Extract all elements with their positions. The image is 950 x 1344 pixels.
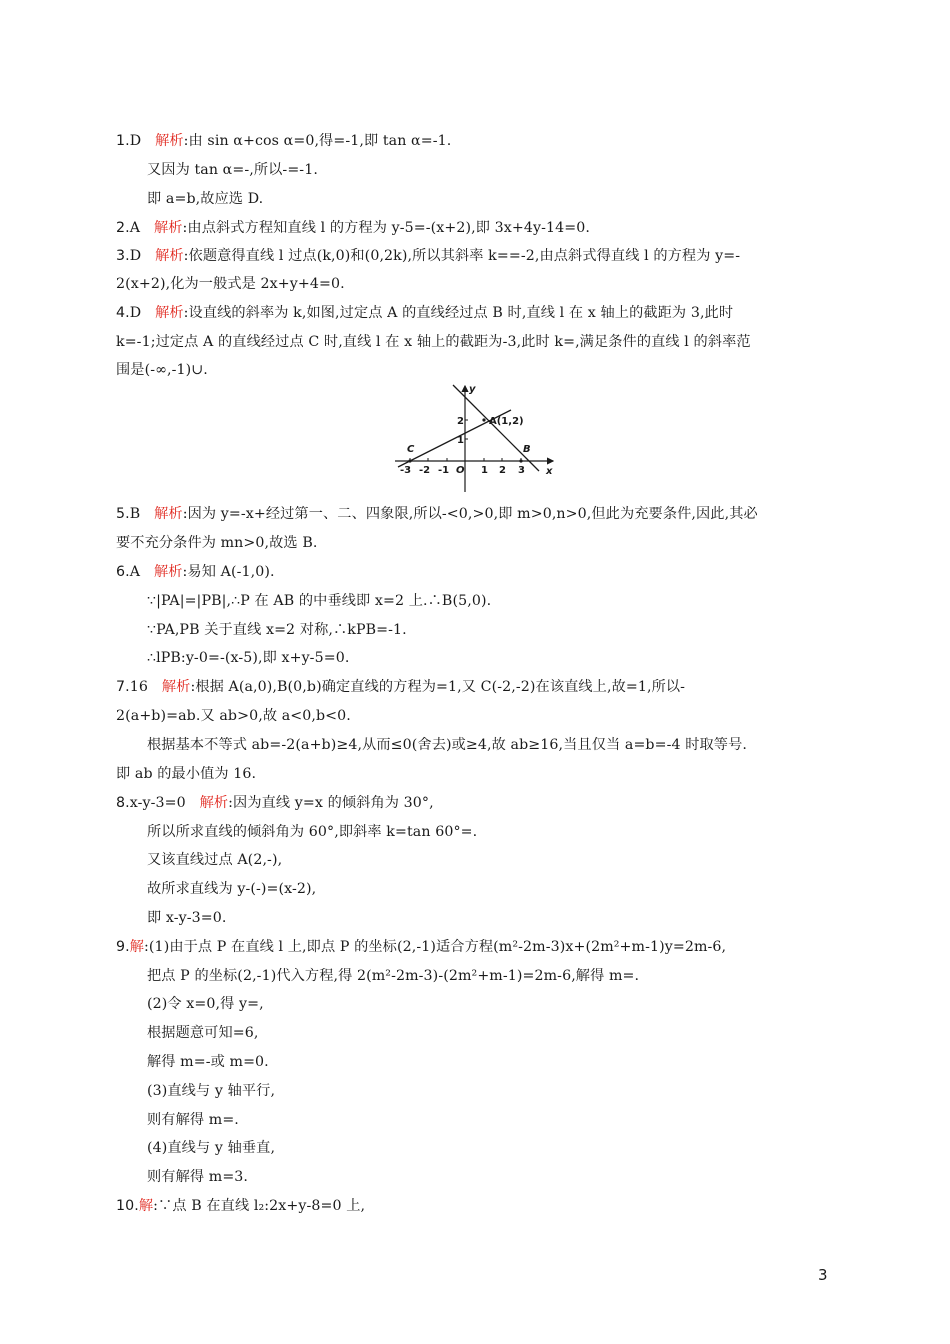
y-tick-label: 1	[457, 435, 464, 446]
line-text: :根据 A(a,0),B(0,b)确定直线的方程为=1,又 C(-2,-2)在该直线上,故=1,所以-	[190, 679, 686, 695]
point-A	[482, 418, 485, 421]
origin-label: O	[456, 465, 465, 476]
text-line: 则有解得 m=.	[147, 1112, 239, 1128]
answer-line-6	[116, 562, 275, 582]
text-line: 则有解得 m=3.	[147, 1169, 249, 1185]
question-number: 4.	[116, 305, 130, 321]
y-tick-label: 2	[457, 416, 464, 427]
analysis-label: 解析	[155, 248, 184, 264]
line-graph	[393, 382, 561, 494]
analysis-label: 解析	[155, 305, 184, 321]
question-number: 6.	[116, 564, 130, 580]
answer-choice: A	[129, 564, 141, 580]
text-line: 根据基本不等式 ab=-2(a+b)≥4,从而≤0(舍去)或≥4,故 ab≥16,当且仅当 a=b=-4 时取等号.	[147, 737, 747, 753]
analysis-label: 解析	[161, 679, 191, 695]
point-C	[408, 459, 411, 462]
point-C-label: C	[407, 444, 415, 455]
text-line: 解得 m=-或 m=0.	[147, 1054, 269, 1070]
answer-line-7	[116, 677, 685, 697]
text-line: (2)令 x=0,得 y=,	[147, 996, 264, 1012]
text-line: 2(a+b)=ab.又 ab>0,故 a<0,b<0.	[116, 708, 351, 724]
line-text: :因为 y=-x+经过第一、二、四象限,所以-<0,>0,即 m>0,n>0,但此为充要条件,因此,其必	[182, 506, 758, 522]
text-line: 即 a=b,故应选 D.	[147, 191, 264, 207]
text-line: (4)直线与 y 轴垂直,	[147, 1140, 276, 1156]
page-number: 3	[818, 1266, 828, 1284]
line-text: :由 sin α+cos α=0,得=-1,即 tan α=-1.	[183, 133, 452, 149]
question-number: 5.	[116, 506, 130, 522]
text-line: 要不充分条件为 mn>0,故选 B.	[116, 535, 318, 551]
text-line: ∵PA,PB 关于直线 x=2 对称,∴kPB=-1.	[147, 622, 407, 638]
x-tick-label: -2	[419, 465, 431, 476]
line-text: :因为直线 y=x 的倾斜角为 30°,	[228, 795, 434, 811]
question-number: 3.	[116, 248, 130, 264]
answer-line-10	[116, 1196, 365, 1216]
y-axis-label: y	[469, 384, 476, 395]
text-line: 根据题意可知=6,	[147, 1025, 259, 1041]
point-B	[519, 459, 522, 462]
answer-line-8	[116, 793, 434, 813]
line-text: :(1)由于点 P 在直线 l 上,即点 P 的坐标(2,-1)适合方程(m²-2m-3)x+(2m²+m-1)y=2m-6,	[144, 939, 727, 955]
answer-choice: D	[129, 305, 142, 321]
point-A-label: A(1,2)	[489, 416, 524, 427]
solution-label: 解	[138, 1198, 154, 1214]
solution-label: 解	[129, 939, 145, 955]
x-tick-label: 2	[499, 465, 506, 476]
text-line: ∵|PA|=|PB|,∴P 在 AB 的中垂线即 x=2 上.∴B(5,0).	[147, 593, 492, 609]
text-line: 又因为 tan α=-,所以-=-1.	[147, 162, 318, 178]
text-line: 又该直线过点 A(2,-),	[147, 852, 283, 868]
analysis-label: 解析	[153, 220, 183, 236]
text-line: 所以所求直线的倾斜角为 60°,即斜率 k=tan 60°=.	[147, 824, 478, 840]
line-text: :设直线的斜率为 k,如图,过定点 A 的直线经过点 B 时,直线 l 在 x 轴上的截距为 3,此时	[183, 305, 734, 321]
answer-line-1	[116, 131, 451, 151]
question-number: 9.	[116, 939, 130, 955]
text-line: 围是(-∞,-1)∪.	[116, 362, 208, 378]
text-line: 把点 P 的坐标(2,-1)代入方程,得 2(m²-2m-3)-(2m²+m-1)=2m-6,解得 m=.	[147, 968, 640, 984]
answer-choice: A	[129, 220, 141, 236]
point-B-label: B	[523, 444, 531, 455]
text-line: k=-1;过定点 A 的直线经过点 C 时,直线 l 在 x 轴上的截距为-3,此时 k=,满足条件的直线 l 的斜率范	[116, 334, 751, 350]
x-tick-label: 1	[481, 465, 488, 476]
analysis-label: 解析	[199, 795, 229, 811]
coordinate-figure	[393, 382, 561, 494]
text-line: 2(x+2),化为一般式是 2x+y+4=0.	[116, 276, 345, 292]
line-text: :依题意得直线 l 过点(k,0)和(0,2k),所以其斜率 k==-2,由点斜式得直线 l 的方程为 y=-	[183, 248, 741, 264]
question-number: 2.	[116, 220, 130, 236]
answer-line-9	[116, 937, 726, 957]
analysis-label: 解析	[155, 133, 184, 149]
answer-line-2	[116, 218, 590, 238]
answer-line-3	[116, 246, 740, 266]
line-AB	[453, 385, 539, 471]
line-text: :∵点 B 在直线 l₂:2x+y-8=0 上,	[153, 1198, 366, 1214]
question-number: 10.	[116, 1198, 139, 1214]
line-text: :易知 A(-1,0).	[182, 564, 275, 580]
question-number: 1.	[116, 133, 130, 149]
answer-choice: D	[129, 133, 142, 149]
answer-value: 16	[129, 679, 149, 695]
x-tick-label: -1	[438, 465, 450, 476]
answer-line-5	[116, 504, 758, 524]
x-tick-label: -3	[400, 465, 412, 476]
line-text: :由点斜式方程知直线 l 的方程为 y-5=-(x+2),即 3x+4y-14=0.	[182, 220, 590, 236]
text-line: (3)直线与 y 轴平行,	[147, 1083, 276, 1099]
answer-choice: B	[129, 506, 141, 522]
answer-line-4	[116, 303, 733, 323]
analysis-label: 解析	[154, 506, 183, 522]
analysis-label: 解析	[153, 564, 183, 580]
text-line: 故所求直线为 y-(-)=(x-2),	[147, 881, 317, 897]
text-line: ∴lPB:y-0=-(x-5),即 x+y-5=0.	[147, 650, 350, 666]
x-tick-label: 3	[518, 465, 525, 476]
text-line: 即 ab 的最小值为 16.	[116, 766, 257, 782]
answer-value: x-y-3=0	[129, 795, 186, 811]
text-line: 即 x-y-3=0.	[147, 910, 227, 926]
x-axis-label: x	[546, 466, 553, 477]
question-number: 8.	[116, 795, 130, 811]
question-number: 7.	[116, 679, 130, 695]
answer-choice: D	[129, 248, 142, 264]
